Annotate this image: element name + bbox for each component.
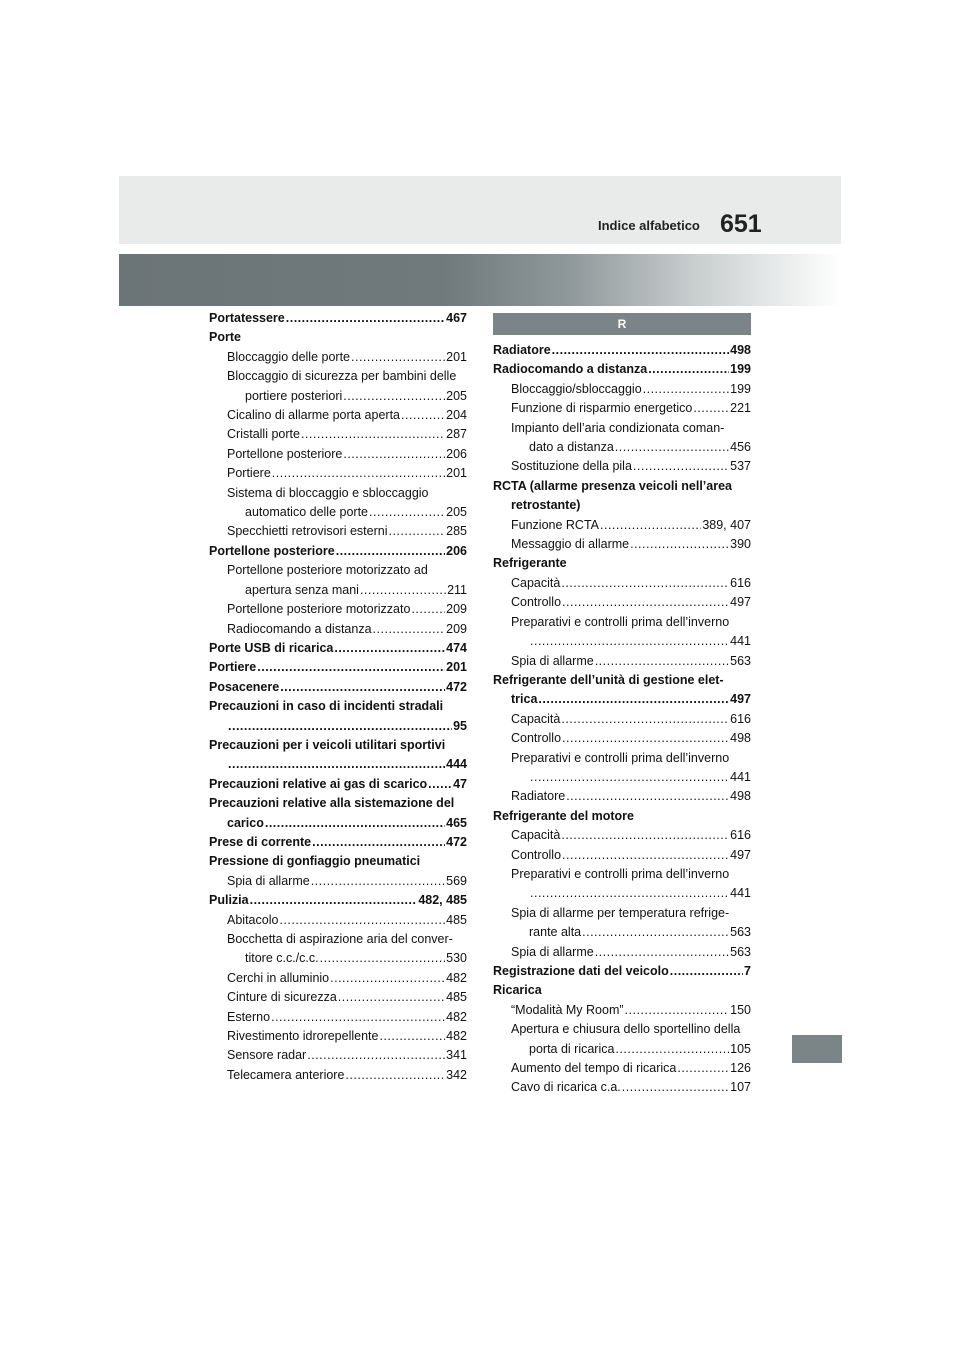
index-entry-term: Portiere xyxy=(227,466,271,481)
index-entry-page: 563 xyxy=(730,653,751,668)
index-entry xyxy=(209,542,467,561)
index-entry-term: Funzione di risparmio energetico xyxy=(511,401,693,416)
dot-leader xyxy=(552,341,729,360)
index-entry-page: 497 xyxy=(730,847,751,862)
index-entry xyxy=(493,787,751,806)
index-entry xyxy=(209,1066,467,1085)
index-entry-page: 498 xyxy=(730,731,751,746)
index-entry-term: Rivestimento idrorepellente xyxy=(227,1029,379,1044)
index-entry xyxy=(493,1001,751,1020)
index-entry xyxy=(209,1027,467,1046)
dot-leader xyxy=(250,891,418,910)
dot-leader xyxy=(257,658,445,677)
index-entry xyxy=(209,348,467,367)
dot-leader xyxy=(562,846,729,865)
index-entry xyxy=(493,826,751,845)
index-entry xyxy=(209,658,467,677)
index-entry-term: Radiatore xyxy=(511,789,566,804)
index-entry-page: 285 xyxy=(446,524,467,539)
index-entry-term: Aumento del tempo di ricarica xyxy=(511,1061,677,1076)
index-entry-page: 341 xyxy=(446,1048,467,1063)
index-entry-page: 199 xyxy=(730,362,751,377)
index-entry-page: 287 xyxy=(446,427,467,442)
dot-leader xyxy=(307,1046,445,1065)
dot-leader xyxy=(411,600,445,619)
dot-leader xyxy=(600,516,701,535)
index-entry-page: 482 xyxy=(446,970,467,985)
index-entry-term: Bocchetta di aspirazione aria del conver- xyxy=(227,932,453,946)
dot-leader xyxy=(615,1040,729,1059)
index-entry-page: 107 xyxy=(730,1080,751,1095)
index-entry xyxy=(493,671,751,710)
index-entry xyxy=(209,736,467,775)
index-entry-page: 390 xyxy=(730,537,751,552)
dot-leader xyxy=(330,969,445,988)
index-entry-term: Capacità xyxy=(511,575,561,590)
index-entry xyxy=(209,522,467,541)
index-entry-page: 441 xyxy=(730,886,751,901)
index-entry xyxy=(493,554,751,573)
dot-leader xyxy=(343,387,445,406)
index-entry xyxy=(493,341,751,360)
dot-leader xyxy=(360,581,446,600)
index-entry-page: 209 xyxy=(446,621,467,636)
dot-leader xyxy=(312,833,445,852)
index-entry-term: Precauzioni relative alla sistemazione del xyxy=(209,796,455,811)
index-entry-page: 206 xyxy=(446,446,467,461)
dot-leader xyxy=(630,535,729,554)
index-entry xyxy=(209,697,467,736)
index-entry-term: Radiocomando a distanza xyxy=(493,362,648,377)
index-entry-page: 474 xyxy=(446,640,467,655)
index-entry xyxy=(209,833,467,852)
index-entry-page: 616 xyxy=(730,711,751,726)
index-entry-term: Portellone posteriore xyxy=(209,543,335,558)
dot-leader xyxy=(279,911,445,930)
index-entry xyxy=(493,1020,751,1059)
index-entry xyxy=(209,464,467,483)
dot-leader xyxy=(561,826,729,845)
index-entry-term: Apertura e chiusura dello sportellino della xyxy=(511,1022,741,1037)
index-entry-term: Messaggio di allarme xyxy=(511,537,630,552)
index-entry xyxy=(209,911,467,930)
index-entry-page: 563 xyxy=(730,925,751,940)
dot-leader xyxy=(530,768,729,787)
dot-leader xyxy=(311,872,445,891)
dot-leader xyxy=(693,399,729,418)
dot-leader xyxy=(228,717,452,736)
index-entry-page: 205 xyxy=(446,505,467,520)
index-entry-term: Portellone posteriore xyxy=(227,446,343,461)
index-entry-page: 389, 407 xyxy=(702,517,751,532)
index-entry xyxy=(209,930,467,969)
index-entry-page: 616 xyxy=(730,575,751,590)
index-entry-page: 201 xyxy=(446,660,467,675)
index-entry-page: 530 xyxy=(446,951,467,966)
index-entry-term: Portellone posteriore motorizzato ad xyxy=(227,563,428,578)
index-entry-term: Sostituzione della pila xyxy=(511,459,632,474)
index-entry-term: Portellone posteriore motorizzato xyxy=(227,602,411,617)
index-entry-term: Cerchi in alluminio xyxy=(227,970,330,985)
index-entry-term: porta di ricarica xyxy=(529,1041,615,1056)
index-entry xyxy=(209,775,467,794)
index-entry-term: Spia di allarme per temperatura refrige- xyxy=(511,905,730,920)
dot-leader xyxy=(345,1066,445,1085)
index-entry-term: Abitacolo xyxy=(227,912,279,927)
index-entry-page: 105 xyxy=(730,1041,751,1056)
index-entry-page: 204 xyxy=(446,408,467,423)
index-entry xyxy=(493,419,751,458)
dot-leader xyxy=(595,943,729,962)
dot-leader xyxy=(595,652,729,671)
dot-leader xyxy=(530,632,729,651)
index-entry xyxy=(209,891,467,910)
index-entry-page: 498 xyxy=(730,789,751,804)
index-entry xyxy=(493,981,751,1000)
index-entry-term: Ricarica xyxy=(493,983,542,998)
index-entry-term: Refrigerante xyxy=(493,556,567,571)
index-entry xyxy=(209,639,467,658)
index-entry-term: Controllo xyxy=(511,847,562,862)
index-entry-page: 342 xyxy=(446,1067,467,1082)
index-entry xyxy=(209,484,467,523)
index-entry-term: Refrigerante del motore xyxy=(493,808,635,823)
index-entry xyxy=(209,852,467,871)
dot-leader xyxy=(351,348,445,367)
dot-leader xyxy=(561,574,729,593)
dot-leader xyxy=(336,542,445,561)
dot-leader xyxy=(343,445,445,464)
index-entry-term: Bloccaggio/sbloccaggio xyxy=(511,381,642,396)
index-entry-page: 126 xyxy=(730,1061,751,1076)
index-entry-term: Registrazione dati del veicolo xyxy=(493,964,669,978)
index-entry-term: Precauzioni per i veicoli utilitari sportivi xyxy=(209,737,446,752)
dot-leader xyxy=(561,710,729,729)
dot-leader xyxy=(622,1078,729,1097)
dot-leader xyxy=(388,522,445,541)
index-entry-page: 482, 485 xyxy=(418,893,467,908)
dot-leader xyxy=(562,593,729,612)
index-entry-term: Telecamera anteriore xyxy=(227,1067,345,1082)
index-entry-term: Refrigerante dell’unità di gestione elet- xyxy=(493,672,724,687)
index-entry-page: 211 xyxy=(447,582,467,597)
dot-leader xyxy=(379,1027,445,1046)
index-entry-term: Sistema di bloccaggio e sbloccaggio xyxy=(227,485,429,500)
index-entry-term: Portiere xyxy=(209,660,257,675)
index-entry xyxy=(209,620,467,639)
dot-leader xyxy=(265,814,445,833)
dot-leader xyxy=(271,1008,445,1027)
index-entry-term: Preparativi e controlli prima dell’inverno xyxy=(511,750,730,765)
page-number: 651 xyxy=(720,210,762,238)
thumb-index-tab xyxy=(792,1035,842,1063)
index-entry-page: 201 xyxy=(446,466,467,481)
index-entry-term: carico xyxy=(227,815,264,830)
index-entry-term: Precauzioni in caso di incidenti stradali xyxy=(209,699,444,714)
index-entry xyxy=(493,749,751,788)
index-entry xyxy=(493,399,751,418)
dot-leader xyxy=(320,949,446,968)
index-entry-term: trica xyxy=(511,692,538,707)
dot-leader xyxy=(286,309,445,328)
dot-leader xyxy=(677,1059,729,1078)
index-entry-term: Cinture di sicurezza xyxy=(227,990,337,1005)
index-entry-page: 485 xyxy=(446,912,467,927)
index-entry xyxy=(493,613,751,652)
index-entry-term: apertura senza mani xyxy=(245,582,359,597)
index-entry-term: Radiatore xyxy=(493,343,551,357)
decorative-banner xyxy=(119,254,841,306)
dot-leader xyxy=(530,884,729,903)
index-entry-page: 95 xyxy=(453,718,467,733)
index-entry xyxy=(493,1059,751,1078)
index-entry-page: 209 xyxy=(446,602,467,617)
index-entry-term: Specchietti retrovisori esterni xyxy=(227,524,388,539)
index-entry xyxy=(209,678,467,697)
index-entry-term: Posacenere xyxy=(209,679,280,694)
index-entry-term: automatico delle porte xyxy=(245,505,368,520)
index-entry xyxy=(493,574,751,593)
index-entry-page: 456 xyxy=(730,440,751,455)
index-entry xyxy=(493,807,751,826)
index-entry-term: dato a distanza xyxy=(529,440,614,455)
index-entry-term: Spia di allarme xyxy=(511,653,594,668)
index-entry xyxy=(209,561,467,600)
dot-leader xyxy=(369,503,445,522)
index-entry xyxy=(209,425,467,444)
index-entry xyxy=(209,794,467,833)
index-entry-term: Spia di allarme xyxy=(511,944,594,959)
index-entry-term: Cavo di ricarica c.a. xyxy=(511,1080,621,1095)
index-entry-term: Funzione RCTA xyxy=(511,517,599,532)
index-entry-page: 497 xyxy=(730,692,751,707)
dot-leader xyxy=(562,729,729,748)
index-entry-term: Controllo xyxy=(511,595,562,610)
index-entry-term: Porte xyxy=(209,330,241,345)
index-entry-term: Pulizia xyxy=(209,893,249,908)
index-entry-term: Pressione di gonfiaggio pneumatici xyxy=(209,854,421,869)
index-entry-term: Bloccaggio di sicurezza per bambini delle xyxy=(227,369,457,384)
index-entry xyxy=(493,943,751,962)
index-entry xyxy=(493,652,751,671)
index-entry-page: 221 xyxy=(730,401,751,416)
index-entry-page: 472 xyxy=(446,834,467,849)
index-entry-term: Precauzioni relative ai gas di scarico xyxy=(209,776,428,791)
index-entry-page: 465 xyxy=(446,815,467,830)
index-entry-page: 563 xyxy=(730,944,751,959)
index-entry-page: 472 xyxy=(446,679,467,694)
index-entry xyxy=(209,328,467,347)
index-entry-page: 537 xyxy=(730,459,751,474)
index-entry-term: Bloccaggio delle porte xyxy=(227,349,350,364)
index-entry-page: 441 xyxy=(730,634,751,649)
index-entry-term: Capacità xyxy=(511,828,561,843)
index-entry-term: portiere posteriori xyxy=(245,388,343,403)
index-entry-page: 467 xyxy=(446,311,467,325)
index-entry-term: Sensore radar xyxy=(227,1048,307,1063)
index-entry-page: 47 xyxy=(453,776,467,791)
index-entry xyxy=(493,516,751,535)
section-title: Indice alfabetico xyxy=(598,218,700,233)
index-entry-term: Portatessere xyxy=(209,311,285,325)
index-entry-page: 206 xyxy=(446,543,467,558)
index-entry-term: titore c.c./c.c. xyxy=(245,951,319,966)
index-entry-term: Cristalli porte xyxy=(227,427,300,442)
index-entry-page: 482 xyxy=(446,1029,467,1044)
dot-leader xyxy=(643,380,730,399)
index-entry-page: 616 xyxy=(730,828,751,843)
index-entry-page: 498 xyxy=(730,343,751,357)
index-entry-page: 205 xyxy=(446,388,467,403)
index-entry-term: “Modalità My Room” xyxy=(511,1002,624,1017)
dot-leader xyxy=(428,775,452,794)
index-entry xyxy=(209,367,467,406)
dot-leader xyxy=(615,438,729,457)
index-entry-term: rante alta xyxy=(529,925,582,940)
index-column-left xyxy=(209,309,467,1085)
dot-leader xyxy=(648,360,729,379)
index-entry-term: Preparativi e controlli prima dell’inverno xyxy=(511,614,730,629)
index-entry-page: 569 xyxy=(446,873,467,888)
index-entry-term: Impianto dell’aria condizionata coman- xyxy=(511,420,725,435)
dot-leader xyxy=(670,962,743,981)
dot-leader xyxy=(633,457,729,476)
index-entry-page: 7 xyxy=(744,964,751,978)
index-entry xyxy=(493,904,751,943)
index-entry xyxy=(493,962,751,981)
index-entry-term: Prese di corrente xyxy=(209,834,312,849)
index-entry xyxy=(493,593,751,612)
index-column-right xyxy=(493,309,751,1098)
index-entry-term: Radiocomando a distanza xyxy=(227,621,372,636)
index-entry-page: 497 xyxy=(730,595,751,610)
index-entry xyxy=(493,457,751,476)
dot-leader xyxy=(338,988,445,1007)
index-entry-page: 150 xyxy=(730,1002,751,1017)
index-entry-page: 485 xyxy=(446,990,467,1005)
letter-section-header: R xyxy=(493,313,751,335)
index-entry xyxy=(493,710,751,729)
index-entry xyxy=(209,969,467,988)
index-entry xyxy=(493,535,751,554)
index-entry xyxy=(493,729,751,748)
index-entry xyxy=(493,1078,751,1097)
dot-leader xyxy=(301,425,445,444)
index-entry-term: Capacità xyxy=(511,711,561,726)
dot-leader xyxy=(538,690,729,709)
index-entry xyxy=(493,380,751,399)
index-entry-page: 201 xyxy=(446,349,467,364)
index-entry-page: 444 xyxy=(446,757,467,772)
index-entry xyxy=(493,477,751,516)
index-entry-term: Esterno xyxy=(227,1009,271,1024)
index-entry xyxy=(493,865,751,904)
dot-leader xyxy=(272,464,445,483)
dot-leader xyxy=(566,787,729,806)
dot-leader xyxy=(625,1001,730,1020)
dot-leader xyxy=(334,639,445,658)
index-entry xyxy=(209,872,467,891)
dot-leader xyxy=(373,620,446,639)
index-entry xyxy=(209,445,467,464)
index-entry-term: Cicalino di allarme porta aperta xyxy=(227,408,401,423)
index-entry-term: Spia di allarme xyxy=(227,873,310,888)
index-entry xyxy=(493,360,751,379)
index-entry xyxy=(209,309,467,328)
index-entry xyxy=(209,406,467,425)
index-entry-page: 441 xyxy=(730,769,751,784)
dot-leader xyxy=(280,678,445,697)
index-entry-page: 199 xyxy=(730,381,751,396)
index-entry xyxy=(493,846,751,865)
index-entry xyxy=(209,1046,467,1065)
index-entry-term: Controllo xyxy=(511,731,562,746)
dot-leader xyxy=(228,755,445,774)
dot-leader xyxy=(582,923,729,942)
index-entry xyxy=(209,600,467,619)
index-entry xyxy=(209,1008,467,1027)
index-entry-term: retrostante) xyxy=(511,498,581,513)
index-entry-term: Porte USB di ricarica xyxy=(209,640,334,655)
index-entry-page: 482 xyxy=(446,1009,467,1024)
index-entry xyxy=(209,988,467,1007)
index-entry-term: Preparativi e controlli prima dell’inverno xyxy=(511,866,730,881)
dot-leader xyxy=(401,406,445,425)
index-entry-term: RCTA (allarme presenza veicoli nell’area xyxy=(493,478,732,493)
